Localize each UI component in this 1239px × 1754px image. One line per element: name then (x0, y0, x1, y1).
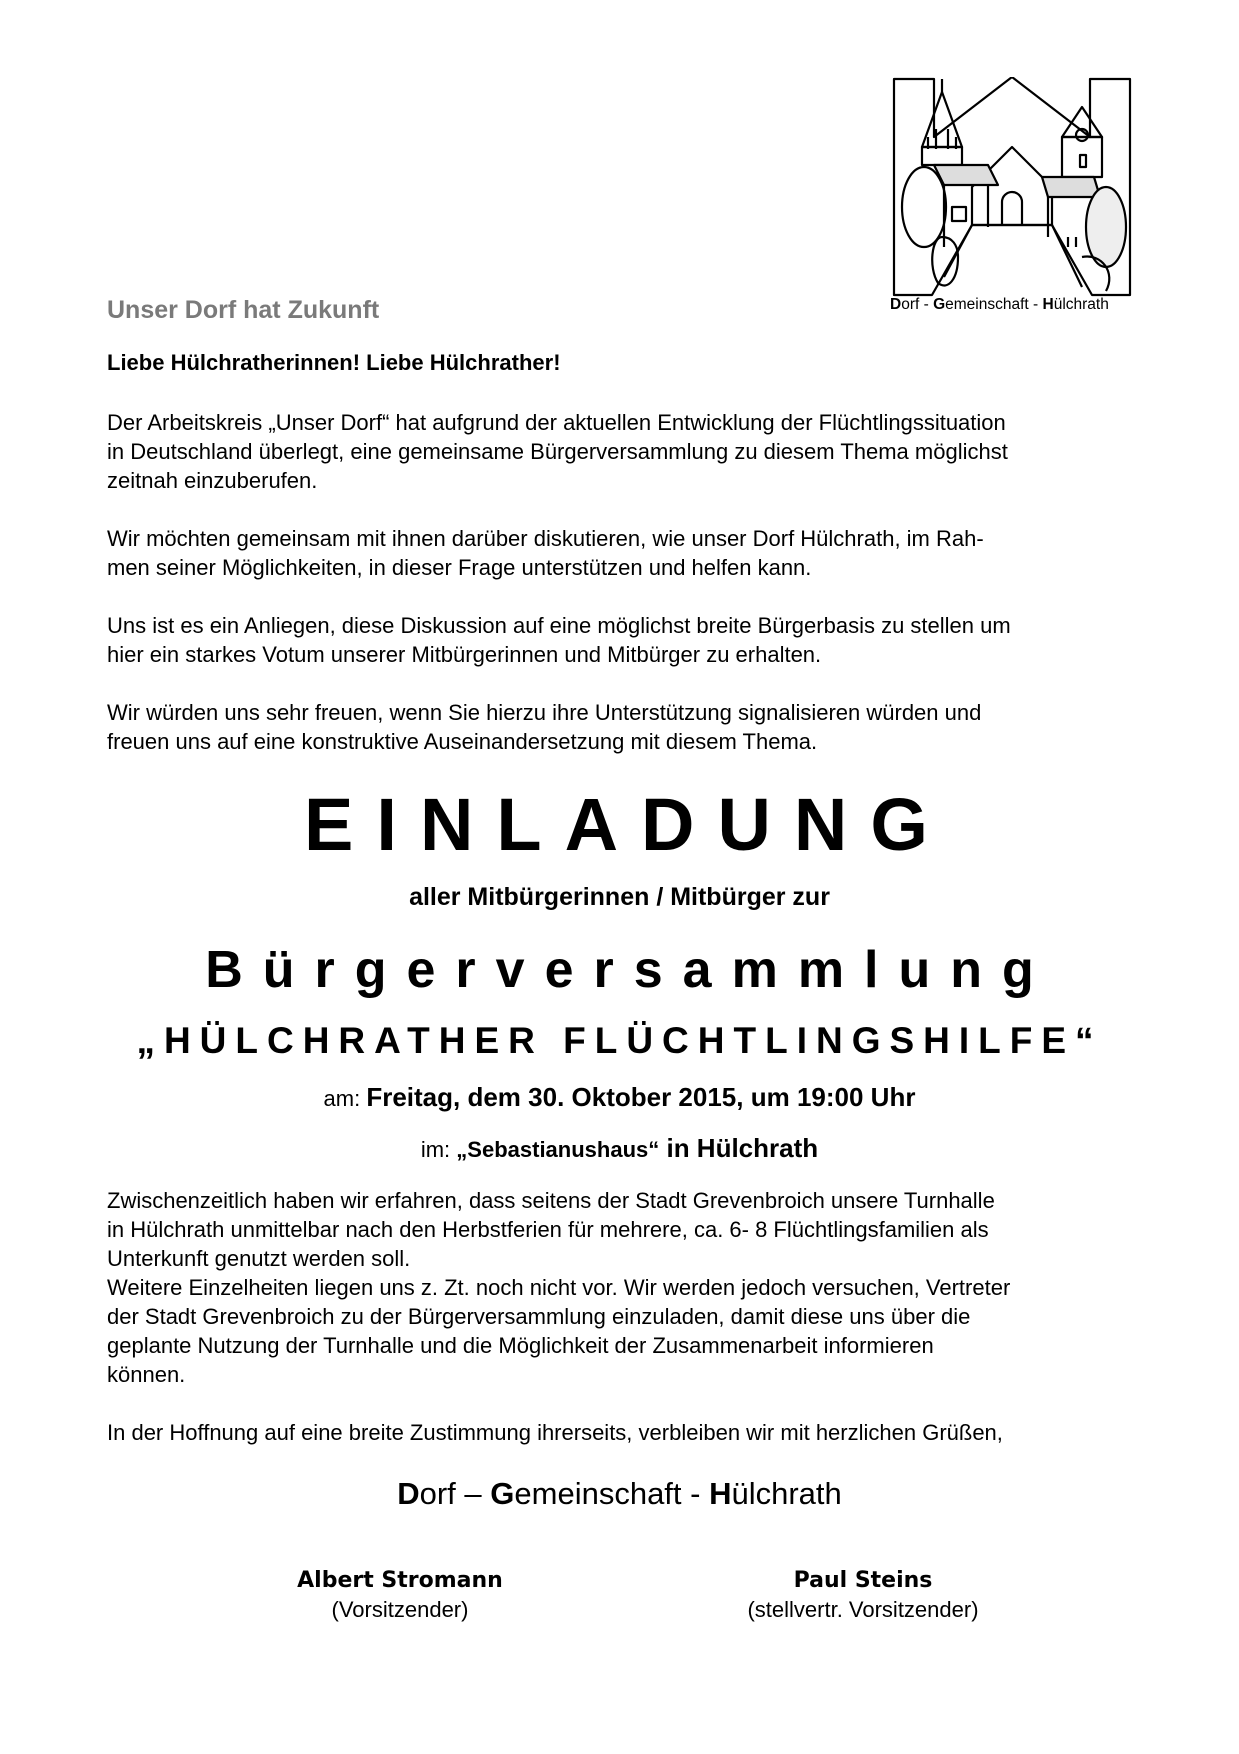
org-initial-1: D (397, 1476, 420, 1511)
logo-caption-sep-1: - (919, 296, 934, 313)
intro-paragraph-2 (107, 524, 1137, 582)
org-sep-2: - (681, 1476, 710, 1511)
text-line: Zwischenzeitlich haben wir erfahren, dass seitens der Stadt Grevenbroich unsere Turnhalle (107, 1188, 995, 1213)
org-sep-1: – (455, 1476, 491, 1511)
village-logo-icon (892, 77, 1132, 307)
text-line: Wir möchten gemeinsam mit ihnen darüber diskutieren, wie unser Dorf Hülchrath, im Rah- (107, 526, 984, 551)
sender-organization (0, 1476, 1239, 1512)
text-line: zeitnah einzuberufen. (107, 468, 318, 493)
logo-caption (890, 296, 1140, 314)
intro-paragraph-1 (107, 408, 1137, 495)
text-line: der Stadt Grevenbroich zu der Bürgerversammlung einzuladen, damit diese uns über die (107, 1304, 971, 1329)
signature-deputy (663, 1568, 1063, 1623)
text-line: Der Arbeitskreis „Unser Dorf“ hat aufgrund der aktuellen Entwicklung der Flüchtlingssituation (107, 410, 1006, 435)
logo-caption-initial-2: G (933, 296, 946, 313)
signature-chair (200, 1568, 600, 1623)
org-initial-2: G (490, 1476, 515, 1511)
text-line: Weitere Einzelheiten liegen uns z. Zt. noch nicht vor. Wir werden jedoch versuchen, Vertreter (107, 1275, 1011, 1300)
time-value: um 19:00 Uhr (750, 1082, 916, 1112)
intro-paragraph-3 (107, 611, 1137, 669)
org-word-1: orf (419, 1476, 456, 1511)
text-line: geplante Nutzung der Turnhalle und die Möglichkeit der Zusammenarbeit informieren (107, 1333, 934, 1358)
place-label: im: (420, 1137, 457, 1162)
details-paragraph (107, 1186, 1137, 1389)
text-line: Wir würden uns sehr freuen, wenn Sie hierzu ihre Unterstützung signalisieren würden und (107, 700, 982, 725)
logo-caption-initial-3: H (1042, 296, 1054, 313)
signature-role: (Vorsitzender) (331, 1597, 469, 1622)
text-line: können. (107, 1362, 186, 1387)
text-line: in Deutschland überlegt, eine gemeinsame Bürgerversammlung zu diesem Thema möglichst (107, 439, 1008, 464)
logo-caption-word-2: emeinschaft (945, 296, 1029, 313)
date-separator: , (736, 1082, 751, 1112)
text-line: hier ein starkes Votum unserer Mitbürgerinnen und Mitbürger zu erhalten. (107, 642, 822, 667)
logo-caption-initial-1: D (890, 296, 902, 313)
invitation-place (0, 1133, 1239, 1164)
invitation-date (0, 1082, 1239, 1113)
text-line: Uns ist es ein Anliegen, diese Diskussion auf eine möglichst breite Bürgerbasis zu stellen um (107, 613, 1011, 638)
invitation-title: EINLADUNG (304, 783, 951, 866)
org-word-2: emeinschaft (514, 1476, 682, 1511)
signature-name: Albert Stromann (297, 1568, 503, 1593)
signature-name: Paul Steins (793, 1568, 933, 1593)
date-value: Freitag, dem 30. Oktober 2015 (366, 1082, 737, 1112)
invitation-event: Bürgerversammlung (205, 941, 1054, 999)
text-line: men seiner Möglichkeiten, in dieser Frage unterstützen und helfen kann. (107, 555, 812, 580)
invitation-topic: „HÜLCHRATHER FLÜCHTLINGSHILFE“ (136, 1020, 1103, 1061)
text-line: freuen uns auf eine konstruktive Auseinandersetzung mit diesem Thema. (107, 729, 818, 754)
text-line: Unterkunft genutzt werden soll. (107, 1246, 411, 1271)
closing-line: In der Hoffnung auf eine breite Zustimmung ihrerseits, verbleiben wir mit herzlichen Grüßen, (107, 1420, 1003, 1445)
slogan: Unser Dorf hat Zukunft (107, 296, 380, 324)
org-word-3: ülchrath (731, 1476, 842, 1511)
text-line: in Hülchrath unmittelbar nach den Herbstferien für mehrere, ca. 6- 8 Flüchtlingsfamilien als (107, 1217, 989, 1242)
place-venue: „Sebastianushaus“ (456, 1137, 660, 1162)
logo-caption-sep-2: - (1028, 296, 1043, 313)
invitation-audience: aller Mitbürgerinnen / Mitbürger zur (409, 883, 830, 911)
org-initial-3: H (709, 1476, 732, 1511)
logo-caption-word-1: orf (901, 296, 920, 313)
dorfgemeinschaft-logo (892, 77, 1132, 307)
place-town: in Hülchrath (659, 1133, 819, 1163)
signature-role: (stellvertr. Vorsitzender) (747, 1597, 979, 1622)
date-label: am: (323, 1086, 367, 1111)
logo-caption-word-3: ülchrath (1053, 296, 1109, 313)
greeting: Liebe Hülchratherinnen! Liebe Hülchrather! (107, 350, 561, 375)
intro-paragraph-4 (107, 698, 1137, 756)
